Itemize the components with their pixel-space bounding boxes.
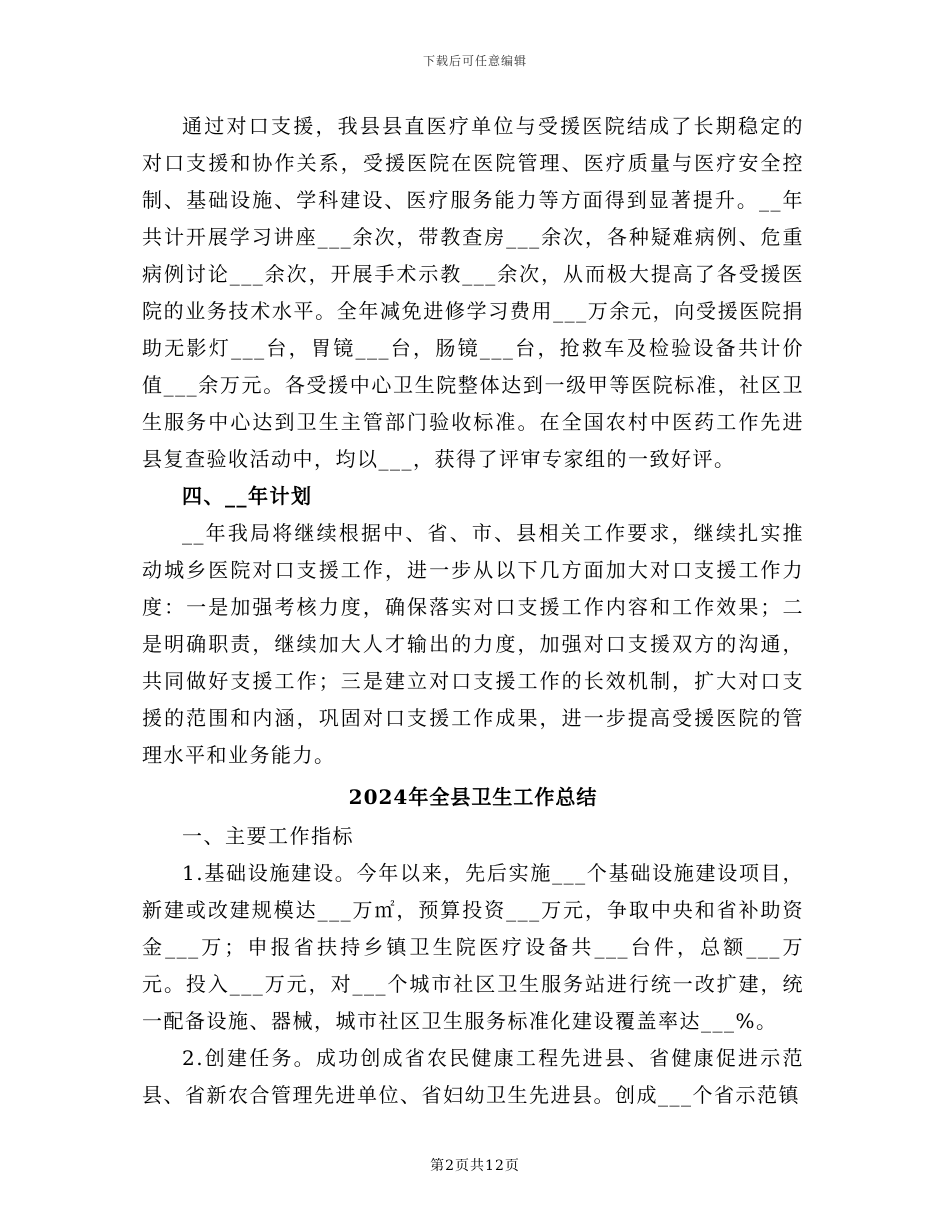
page-header-note: 下载后可任意编辑 xyxy=(422,54,527,68)
paragraph-infrastructure: 1.基础设施建设。今年以来，先后实施___个基础设施建设项目，新建或改建规模达___万㎡，预算投资___万元，争取中央和省补助资金___万；申报省扶持乡镇卫生院医疗设备共___台件，总额___万元。投入___万元，对___个城市社区卫生服务站进行统一改扩建，统一配备设施、器械，城市社区卫生服务标准化建设覆盖率达___%。 xyxy=(142,861,804,1033)
paragraph-support-results: 通过对口支援，我县县直医疗单位与受援医院结成了长期稳定的对口支援和协作关系，受援医院在医院管理、医疗质量与医疗安全控制、基础设施、学科建设、医疗服务能力等方面得到显著提升。__年共计开展学习讲座___余次，带教查房___余次，各种疑难病例、危重病例讨论___余次，开展手术示教___余次，从而极大提高了各受援医院的业务技术水平。全年减免进修学习费用___万余元，向受援医院捐助无影灯___台，胃镜___台，肠镜___台，抢救车及检验设备共计价值___余万元。各受援中心卫生院整体达到一级甲等医院标准，社区卫生服务中心达到卫生主管部门验收标准。在全国农村中医药工作先进县复查验收活动中，均以___，获得了评审专家组的一致好评。 xyxy=(142,114,804,471)
paragraph-creation-tasks: 2.创建任务。成功创成省农民健康工程先进县、省健康促进示范县、省新农合管理先进单位、省妇幼卫生先进县。创成___个省示范镇 xyxy=(142,1046,804,1107)
section-heading-plan: 四、__年计划 xyxy=(182,484,313,508)
document-body xyxy=(142,108,804,1114)
document-title: 2024年全县卫生工作总结 xyxy=(348,785,598,809)
page-number: 第2页共12页 xyxy=(430,1158,520,1174)
section-heading-indicators: 一、主要工作指标 xyxy=(182,824,354,848)
paragraph-plan: __年我局将继续根据中、省、市、县相关工作要求，继续扎实推动城乡医院对口支援工作，进一步从以下几方面加大对口支援工作力度：一是加强考核力度，确保落实对口支援工作内容和工作效果；二是明确职责，继续加大人才输出的力度，加强对口支援双方的沟通，共同做好支援工作；三是建立对口支援工作的长效机制，扩大对口支援的范围和内涵，巩固对口支援工作成果，进一步提高受援医院的管理水平和业务能力。 xyxy=(142,521,804,767)
